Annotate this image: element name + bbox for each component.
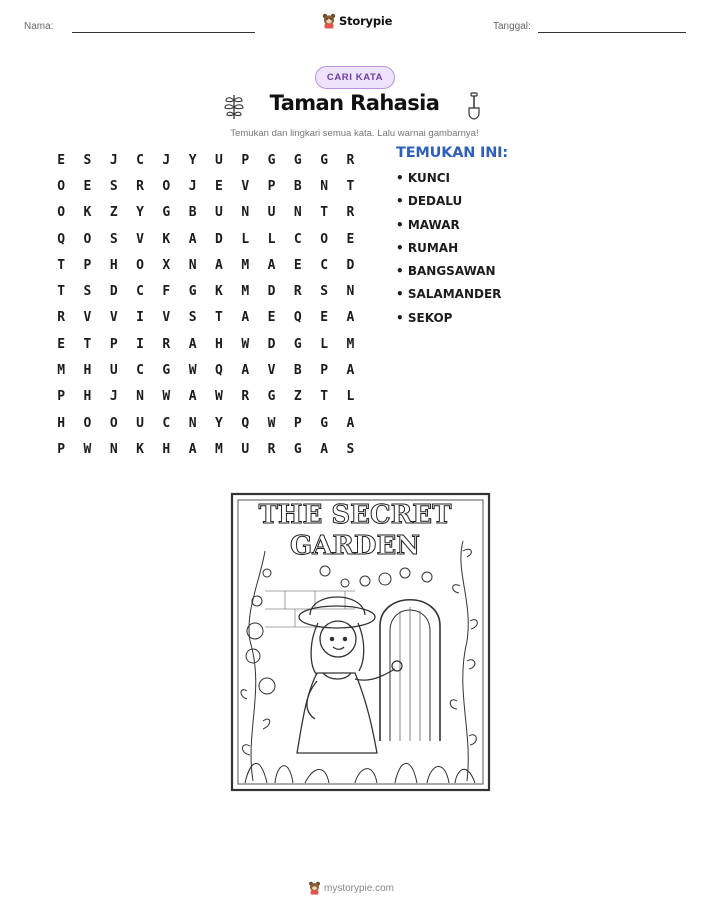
grid-letter[interactable]: O <box>83 415 92 431</box>
grid-letter[interactable]: B <box>188 205 197 221</box>
grid-letter[interactable]: C <box>320 257 329 273</box>
grid-letter[interactable]: A <box>267 257 276 273</box>
grid-letter[interactable]: E <box>215 178 223 194</box>
grid-letter[interactable]: R <box>346 205 355 221</box>
grid-letter[interactable]: S <box>83 284 92 300</box>
grid-letter[interactable]: E <box>346 231 355 247</box>
grid-letter[interactable]: Y <box>215 415 223 431</box>
grid-letter[interactable]: W <box>188 363 197 379</box>
cover-title-line1: THE SECRET <box>258 500 452 530</box>
grid-letter[interactable]: R <box>57 310 66 326</box>
grid-letter[interactable]: C <box>136 152 144 168</box>
grid-letter[interactable]: A <box>320 441 329 457</box>
grid-letter[interactable]: Q <box>293 310 302 326</box>
grid-letter[interactable]: E <box>57 336 66 352</box>
grid-letter[interactable]: G <box>188 284 197 300</box>
grid-letter[interactable]: G <box>162 205 171 221</box>
grid-letter[interactable]: A <box>241 363 250 379</box>
grid-letter[interactable]: U <box>267 205 276 221</box>
grid-letter[interactable]: B <box>293 363 302 379</box>
grid-letter[interactable]: G <box>267 389 276 405</box>
brand-name: Storypie <box>339 14 393 28</box>
grid-letter[interactable]: O <box>136 257 144 273</box>
word-item: • KUNCI <box>396 171 501 194</box>
grid-letter[interactable]: J <box>162 152 171 168</box>
grid-letter[interactable]: O <box>83 231 92 247</box>
grid-letter[interactable]: O <box>57 178 66 194</box>
storypie-logo-icon <box>308 881 321 895</box>
grid-letter[interactable]: D <box>267 336 276 352</box>
grid-letter[interactable]: T <box>346 178 355 194</box>
grid-letter[interactable]: S <box>83 152 92 168</box>
grid-letter[interactable]: G <box>162 363 171 379</box>
grid-letter[interactable]: E <box>320 310 329 326</box>
grid-letter[interactable]: E <box>57 152 66 168</box>
grid-letter[interactable]: P <box>57 441 66 457</box>
grid-letter[interactable]: N <box>136 389 144 405</box>
grid-letter[interactable]: P <box>293 415 302 431</box>
grid-letter[interactable]: J <box>109 152 118 168</box>
grid-letter[interactable]: H <box>215 336 223 352</box>
grid-letter[interactable]: E <box>267 310 276 326</box>
grid-letter[interactable]: W <box>215 389 223 405</box>
grid-letter[interactable]: G <box>267 152 276 168</box>
grid-letter[interactable]: U <box>136 415 144 431</box>
instructions: Temukan dan lingkari semua kata. Lalu warnai gambarnya! <box>230 128 479 139</box>
grid-letter[interactable]: E <box>83 178 92 194</box>
storypie-logo-icon <box>322 13 336 29</box>
grid-letter[interactable]: Z <box>109 205 118 221</box>
word-item: • DEDALU <box>396 194 501 217</box>
name-field[interactable] <box>72 32 255 33</box>
grid-letter[interactable]: R <box>241 389 250 405</box>
grid-letter[interactable]: V <box>241 178 250 194</box>
grid-letter[interactable]: U <box>215 152 223 168</box>
grid-letter[interactable]: U <box>109 363 118 379</box>
grid-letter[interactable]: R <box>162 336 171 352</box>
grid-letter[interactable]: T <box>83 336 92 352</box>
grid-letter[interactable]: K <box>83 205 92 221</box>
word-search-grid[interactable] <box>48 147 364 463</box>
word-item: • SALAMANDER <box>396 287 501 310</box>
grid-letter[interactable]: H <box>57 415 66 431</box>
name-label: Nama: <box>24 21 54 32</box>
coloring-illustration <box>205 491 505 793</box>
grid-letter[interactable]: C <box>293 231 302 247</box>
word-item: • MAWAR <box>396 218 501 241</box>
grid-letter[interactable]: H <box>109 257 118 273</box>
grid-letter[interactable]: V <box>162 310 171 326</box>
grid-letter[interactable]: L <box>267 231 276 247</box>
grid-letter[interactable]: N <box>241 205 250 221</box>
grid-letter[interactable]: A <box>346 310 355 326</box>
cover-title-line2: GARDEN <box>289 531 421 561</box>
word-list <box>396 171 501 334</box>
date-field[interactable] <box>538 32 686 33</box>
grid-letter[interactable]: A <box>188 441 197 457</box>
grid-letter[interactable]: T <box>320 205 329 221</box>
grid-letter[interactable]: A <box>346 363 355 379</box>
grid-letter[interactable]: F <box>162 284 171 300</box>
grid-letter[interactable]: M <box>241 284 250 300</box>
grid-letter[interactable]: D <box>109 284 118 300</box>
grid-letter[interactable]: K <box>162 231 171 247</box>
grid-letter[interactable]: P <box>57 389 66 405</box>
grid-letter[interactable]: P <box>83 257 92 273</box>
grid-letter[interactable]: A <box>215 257 223 273</box>
grid-letter[interactable]: H <box>162 441 171 457</box>
page-title: Taman Rahasia <box>269 91 440 115</box>
grid-letter[interactable]: O <box>320 231 329 247</box>
grid-letter[interactable]: W <box>83 441 92 457</box>
grid-letter[interactable]: V <box>267 363 276 379</box>
brand <box>322 13 392 29</box>
grid-letter[interactable]: G <box>320 415 329 431</box>
grid-letter[interactable]: Y <box>188 152 197 168</box>
grid-letter[interactable]: S <box>188 310 197 326</box>
grid-letter[interactable]: L <box>241 231 250 247</box>
grid-letter[interactable]: P <box>241 152 250 168</box>
shovel-icon <box>466 92 482 120</box>
grid-letter[interactable]: S <box>109 178 118 194</box>
grid-letter[interactable]: C <box>136 363 144 379</box>
grid-letter[interactable]: M <box>215 441 223 457</box>
grid-letter[interactable]: T <box>57 284 66 300</box>
grid-letter[interactable]: R <box>136 178 144 194</box>
grid-letter[interactable]: W <box>162 389 171 405</box>
grid-letter[interactable]: H <box>83 389 92 405</box>
word-item: • SEKOP <box>396 311 501 334</box>
grid-letter[interactable]: Q <box>241 415 250 431</box>
grid-letter[interactable]: P <box>320 363 329 379</box>
grid-letter[interactable]: N <box>188 415 197 431</box>
grid-letter[interactable]: S <box>346 441 355 457</box>
grid-letter[interactable]: H <box>83 363 92 379</box>
grid-letter[interactable]: D <box>346 257 355 273</box>
grid-letter[interactable]: Y <box>136 205 144 221</box>
footer-website[interactable]: mystorypie.com <box>324 882 395 894</box>
grid-letter[interactable]: X <box>162 257 171 273</box>
grid-letter[interactable]: V <box>136 231 144 247</box>
grid-letter[interactable]: A <box>188 231 197 247</box>
word-item: • BANGSAWAN <box>396 264 501 287</box>
grid-letter[interactable]: R <box>267 441 276 457</box>
grid-letter[interactable]: A <box>241 310 250 326</box>
grid-letter[interactable]: L <box>346 389 355 405</box>
grid-letter[interactable]: G <box>293 441 302 457</box>
grid-letter[interactable]: B <box>293 178 302 194</box>
grid-letter[interactable]: T <box>215 310 223 326</box>
grid-letter[interactable]: D <box>267 284 276 300</box>
grid-letter[interactable]: K <box>136 441 144 457</box>
grid-letter[interactable]: Q <box>215 363 223 379</box>
grid-letter[interactable]: N <box>188 257 197 273</box>
grid-letter[interactable]: T <box>57 257 66 273</box>
grid-letter[interactable]: P <box>267 178 276 194</box>
grid-letter[interactable]: A <box>188 389 197 405</box>
grid-letter[interactable]: E <box>293 257 302 273</box>
grid-letter[interactable]: S <box>320 284 329 300</box>
grid-letter[interactable]: A <box>346 415 355 431</box>
grid-letter[interactable]: C <box>162 415 171 431</box>
grid-letter[interactable]: G <box>293 152 302 168</box>
grid-letter[interactable]: U <box>241 441 250 457</box>
grid-letter[interactable]: M <box>346 336 355 352</box>
grid-letter[interactable]: O <box>57 205 66 221</box>
footer <box>308 881 394 895</box>
grid-letter[interactable]: D <box>215 231 223 247</box>
activity-badge: CARI KATA <box>315 66 395 89</box>
grid-letter[interactable]: I <box>136 310 144 326</box>
grid-letter[interactable]: K <box>215 284 223 300</box>
grid-letter[interactable]: M <box>241 257 250 273</box>
grid-letter[interactable]: P <box>109 336 118 352</box>
grid-letter[interactable]: Q <box>57 231 66 247</box>
grid-letter[interactable]: R <box>293 284 302 300</box>
grid-letter[interactable]: J <box>109 389 118 405</box>
grid-letter[interactable]: W <box>267 415 276 431</box>
grid-letter[interactable]: O <box>109 415 118 431</box>
word-item: • RUMAH <box>396 241 501 264</box>
grid-letter[interactable]: V <box>83 310 92 326</box>
grid-letter[interactable]: I <box>136 336 144 352</box>
word-list-heading: TEMUKAN INI: <box>396 145 508 161</box>
grid-letter[interactable]: N <box>320 178 329 194</box>
grid-letter[interactable]: N <box>293 205 302 221</box>
grid-letter[interactable]: G <box>320 152 329 168</box>
grid-letter[interactable]: C <box>136 284 144 300</box>
grid-letter[interactable]: A <box>188 336 197 352</box>
grid-letter[interactable]: R <box>346 152 355 168</box>
grid-letter[interactable]: U <box>215 205 223 221</box>
grid-letter[interactable]: M <box>57 363 66 379</box>
grid-letter[interactable]: S <box>109 231 118 247</box>
grid-letter[interactable]: W <box>241 336 250 352</box>
date-label: Tanggal: <box>493 21 531 32</box>
grid-letter[interactable]: N <box>109 441 118 457</box>
grid-letter[interactable]: Z <box>293 389 302 405</box>
grid-letter[interactable]: N <box>346 284 355 300</box>
grid-letter[interactable]: O <box>162 178 171 194</box>
grid-letter[interactable]: T <box>320 389 329 405</box>
grid-letter[interactable]: V <box>109 310 118 326</box>
grid-letter[interactable]: G <box>293 336 302 352</box>
grid-letter[interactable]: J <box>188 178 197 194</box>
grid-letter[interactable]: L <box>320 336 329 352</box>
